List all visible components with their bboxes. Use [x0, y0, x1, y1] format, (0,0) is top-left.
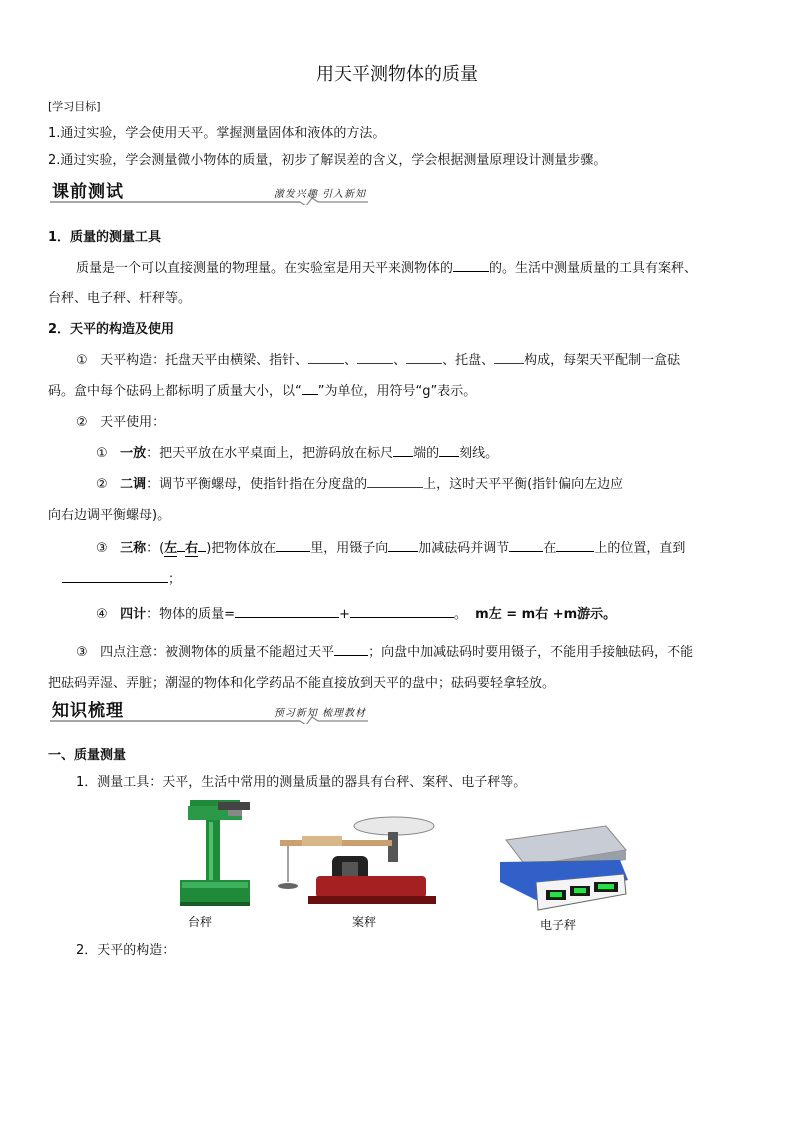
structure-text: 码。盒中每个砝码上都标明了质量大小，以“ — [48, 384, 302, 399]
answer-blank[interactable] — [235, 605, 339, 618]
step-place — [96, 442, 498, 461]
structure-line-1 — [76, 349, 680, 368]
caution-line-2: 把砝码弄湿、弄脏；潮湿的物体和化学药品不能直接放到天平的盘中；砝码要轻拿轻放。 — [48, 676, 556, 691]
platform-scale-image — [170, 796, 258, 914]
section-title: 课前测试 — [52, 182, 124, 202]
section-tagline: 激发兴趣 引入新知 — [273, 189, 366, 200]
step-text: 上的位置，直到 — [594, 541, 686, 556]
section-tagline: 预习新知 梳理教材 — [273, 708, 366, 719]
section-title: 知识梳理 — [52, 701, 124, 721]
answer-blank[interactable] — [302, 382, 318, 395]
step-text: 。 — [453, 607, 467, 622]
separator: 、托盘、 — [442, 353, 495, 368]
answer-blank[interactable] — [177, 539, 185, 552]
step-keyword: 四计 — [120, 607, 147, 622]
section-header-pretest — [50, 175, 368, 205]
electronic-scale-image — [496, 820, 632, 916]
item-number: ① — [96, 446, 108, 461]
goals-heading: [学习目标] — [48, 100, 101, 113]
step-adjust-line-2: 向右边调平衡螺母)。 — [48, 508, 171, 523]
answer-blank[interactable] — [556, 539, 594, 552]
answer-blank[interactable] — [198, 539, 206, 552]
usage-text: 天平使用： — [100, 415, 166, 430]
answer-blank[interactable] — [357, 351, 393, 364]
q1-line-1 — [76, 257, 697, 276]
answer-blank[interactable] — [334, 643, 368, 656]
answer-blank[interactable] — [350, 605, 454, 618]
answer-blank[interactable] — [439, 444, 459, 457]
step-text: ：物体的质量= — [146, 607, 235, 622]
q1-text: 的。生活中测量质量的工具有案秤、 — [489, 261, 698, 276]
step-text: 端的 — [413, 446, 440, 461]
answer-blank[interactable] — [406, 351, 442, 364]
left-label: 左 — [164, 541, 178, 556]
step-weigh — [96, 537, 685, 556]
q1-text: 质量是一个可以直接测量的物理量。在实验室是用天平来测物体的 — [76, 261, 454, 276]
answer-blank[interactable] — [453, 259, 489, 272]
item-number: ② — [76, 415, 88, 430]
counter-balance-image — [272, 812, 448, 912]
part1-heading: 一、质量测量 — [48, 748, 127, 763]
caption-counter-balance: 案秤 — [352, 915, 377, 929]
item-number: ③ — [96, 541, 108, 556]
item-number: ④ — [96, 607, 108, 622]
right-label: 右 — [185, 541, 199, 556]
step-text: ：调节平衡螺母，使指针指在分度盘的 — [146, 477, 368, 492]
step-adjust — [96, 473, 623, 492]
caution-text: 四点注意：被测物体的质量不能超过天平 — [100, 645, 335, 660]
step-text: 里，用镊子向 — [310, 541, 389, 556]
page-title: 用天平测物体的质量 — [316, 64, 478, 85]
step-keyword: 二调 — [120, 477, 147, 492]
answer-blank[interactable] — [276, 539, 310, 552]
item-number: ③ — [76, 645, 88, 660]
goal-2: 2.通过实验，学会测量微小物体的质量，初步了解误差的含义，学会根据测量原理设计测量步骤。 — [48, 153, 607, 168]
step-keyword: 三称 — [120, 541, 147, 556]
section-header-review — [50, 694, 368, 724]
answer-blank[interactable] — [494, 351, 524, 364]
paren: ：( — [146, 541, 165, 556]
paren: ) — [206, 541, 212, 556]
structure-text: 天平构造：托盘天平由横梁、指针、 — [100, 353, 309, 368]
structure-text: ”为单位，用符号“g”表示。 — [317, 384, 477, 399]
answer-blank[interactable] — [367, 475, 423, 488]
step-calc — [96, 603, 616, 622]
caution-line-1 — [76, 641, 693, 660]
structure-line-2 — [48, 380, 476, 399]
step-text: 把物体放在 — [211, 541, 277, 556]
q1-line-2: 台秤、电子秤、杆秤等。 — [48, 291, 192, 306]
part1-item-1: 1．测量工具：天平，生活中常用的测量质量的器具有台秤、案秤、电子秤等。 — [76, 775, 527, 790]
step-text: 上，这时天平平衡(指针偏向左边应 — [423, 477, 624, 492]
q2-heading: 2．天平的构造及使用 — [48, 322, 175, 337]
step-weigh-line-2 — [62, 568, 181, 587]
separator: 、 — [344, 353, 358, 368]
step-keyword: 一放 — [120, 446, 147, 461]
part1-item-2: 2．天平的构造： — [76, 943, 176, 958]
item-number: ① — [76, 353, 88, 368]
caption-electronic-scale: 电子秤 — [540, 918, 577, 932]
answer-blank[interactable] — [509, 539, 543, 552]
step-text: 加减砝码并调节 — [418, 541, 510, 556]
structure-text: 构成，每架天平配制一盒砝 — [524, 353, 681, 368]
usage-heading — [76, 411, 165, 430]
answer-blank[interactable] — [62, 570, 168, 583]
mass-formula: m左 = m右 +m游示。 — [475, 607, 617, 622]
step-text: ； — [168, 572, 182, 587]
answer-blank[interactable] — [388, 539, 418, 552]
step-text: 刻线。 — [459, 446, 499, 461]
q1-heading: 1．质量的测量工具 — [48, 230, 162, 245]
goal-1: 1.通过实验，学会使用天平。掌握测量固体和液体的方法。 — [48, 126, 386, 141]
step-text: ：把天平放在水平桌面上，把游码放在标尺 — [146, 446, 394, 461]
step-text: 在 — [543, 541, 557, 556]
answer-blank[interactable] — [308, 351, 344, 364]
caption-platform-scale: 台秤 — [188, 915, 213, 929]
item-number: ② — [96, 477, 108, 492]
answer-blank[interactable] — [393, 444, 413, 457]
plus-sign: + — [338, 607, 350, 622]
separator: 、 — [393, 353, 407, 368]
caution-text: ；向盘中加减砝码时要用镊子，不能用手接触砝码，不能 — [368, 645, 694, 660]
